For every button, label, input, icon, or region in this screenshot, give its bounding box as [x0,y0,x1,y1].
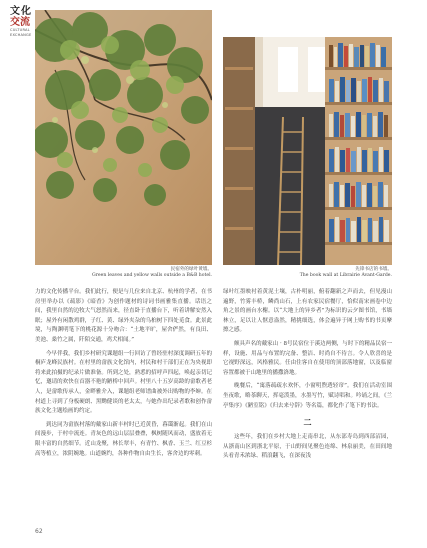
article-column-right [223,288,392,466]
paragraph: 颇具声名的戴家山 · 8号民宿位于溪边两侧，与时下的精品民宿一样，设施、用品与布置的完备、整洁、时尚自不待言。令人欣喜的是它视野深远，风格雅民。任由住客自在使用的顶部落地窗，以及临窗容置都被于山地里的播撒洛地。 [223,340,392,376]
caption-left-cn: 民宿外的绿叶黄墙。 [170,267,212,272]
section-number: 二 [303,417,312,428]
caption-right [223,267,392,279]
photo-book-wall-image [223,37,392,265]
article-column-left [35,288,212,463]
logo-line-1: 文化 [10,6,32,17]
paragraph: 到达同为畲族村落的戴家山新丰村时已近黄昏，暮霭渐起。我们在山间漫步，于村中流连。青灰色的远山层层叠叠，枫树随风而动，盛放着无限丰富的自然细节。近山龙聚，林长翠丰，有青竹、枫香、玉兰、红豆杉高等植立，浓阴婉地。山道婉约，各种作物自由生长，客舍边的零刺。 [35,421,212,457]
photo-book-wall [223,37,392,265]
caption-right-en: The book wall at Librairie Avant-Garde. [299,273,392,278]
caption-right-cn: 先锋书店的书墙。 [355,267,392,272]
paragraph: 这些年，我们在乡村大地上走南串北，从东部寿岛到西部沼园，从浙南山区到浙北平原，于山野间见聚色连绵、林泉丽美，在田间地头看青禾浓绿、稻浪翻飞，在深夜浅 [223,434,392,460]
paragraph: 今早伴我，我们乡村研究课题组一行回访了曾经驻村深度调研五年的桐庐龙峰民族村。在村里的畲族文化馆内，村民和村干部们正在为央视即将来此拍摄的纪录片做准备。所到之处，熟悉的招呼声四起，唤起亲切记忆，邀请的欢快在首器不艳的陋桥中回声。村里八十五岁高龄的畲歌者老人，是畲歌传承人，金畔雅介入，课题组老师谱曲被外出购物的李婶。在村道上寻到了身板硬朗、黑黝健谈的老太太，与她作出纪录者歌和创作畲族文化主题绘画的约定。 [35,350,212,415]
photo-leaves-yellow-wall-image [35,10,212,265]
page-number: 62 [35,528,43,535]
paragraph: 力的文化传播平台。我们此行，便是与几位来自北京、杭州的学者，在书房里举办以《疏影》《暗香》为创作题材的诗词书画雅集直播。话语之间，我里自然的边牧大气怒然而来，径直卧于直播台下，听着讲解安然入眠；屋外有闲散鸡群，子红、黄、绿外夹杂的乌桕树下四处觅食。此景此境，与陶渊明笔下的桃花源十分吻合：“土地平旷，屋舍俨然，有良田、美池、桑竹之属，阡陌交通，鸡犬相闻。” [35,289,212,343]
photo-leaves-yellow-wall [35,10,212,265]
logo-english: CULTURAL EXCHANGE [10,28,32,37]
caption-left-en: Green leaves and yellow walls outside a B&B hotel. [92,273,212,278]
logo-line-2: 交流 [10,17,30,28]
paragraph: 晚餐后，“寓落疏疏水欢怀，小窗明煦透轻帘”。我们在活动室围坐夜歌，略茶聊天，挥毫泼墨，水墨写竹，赋诗唱和。吟诵之间，《兰亭集序》《陋室铭》《归去来兮辞》等名篇，都化作了笔下的书法。 [223,383,392,409]
caption-left [35,267,212,279]
paragraph: 绿叶红墨映衬着黄泥土壤，古朴明丽，俯着翻新之声而去，但见漫山遍野，竹雾丰桥，鳞尚山石，上有农家民宿餐厅，恰似南宋画卷中边角之景的画台水榭。以“大地上的异乡者”为标识的云夕图书馆，书墙林立，足以让人惬意盎然，精挑细选，体会遍异于网上购书的书页摩擦之感。 [223,289,392,334]
